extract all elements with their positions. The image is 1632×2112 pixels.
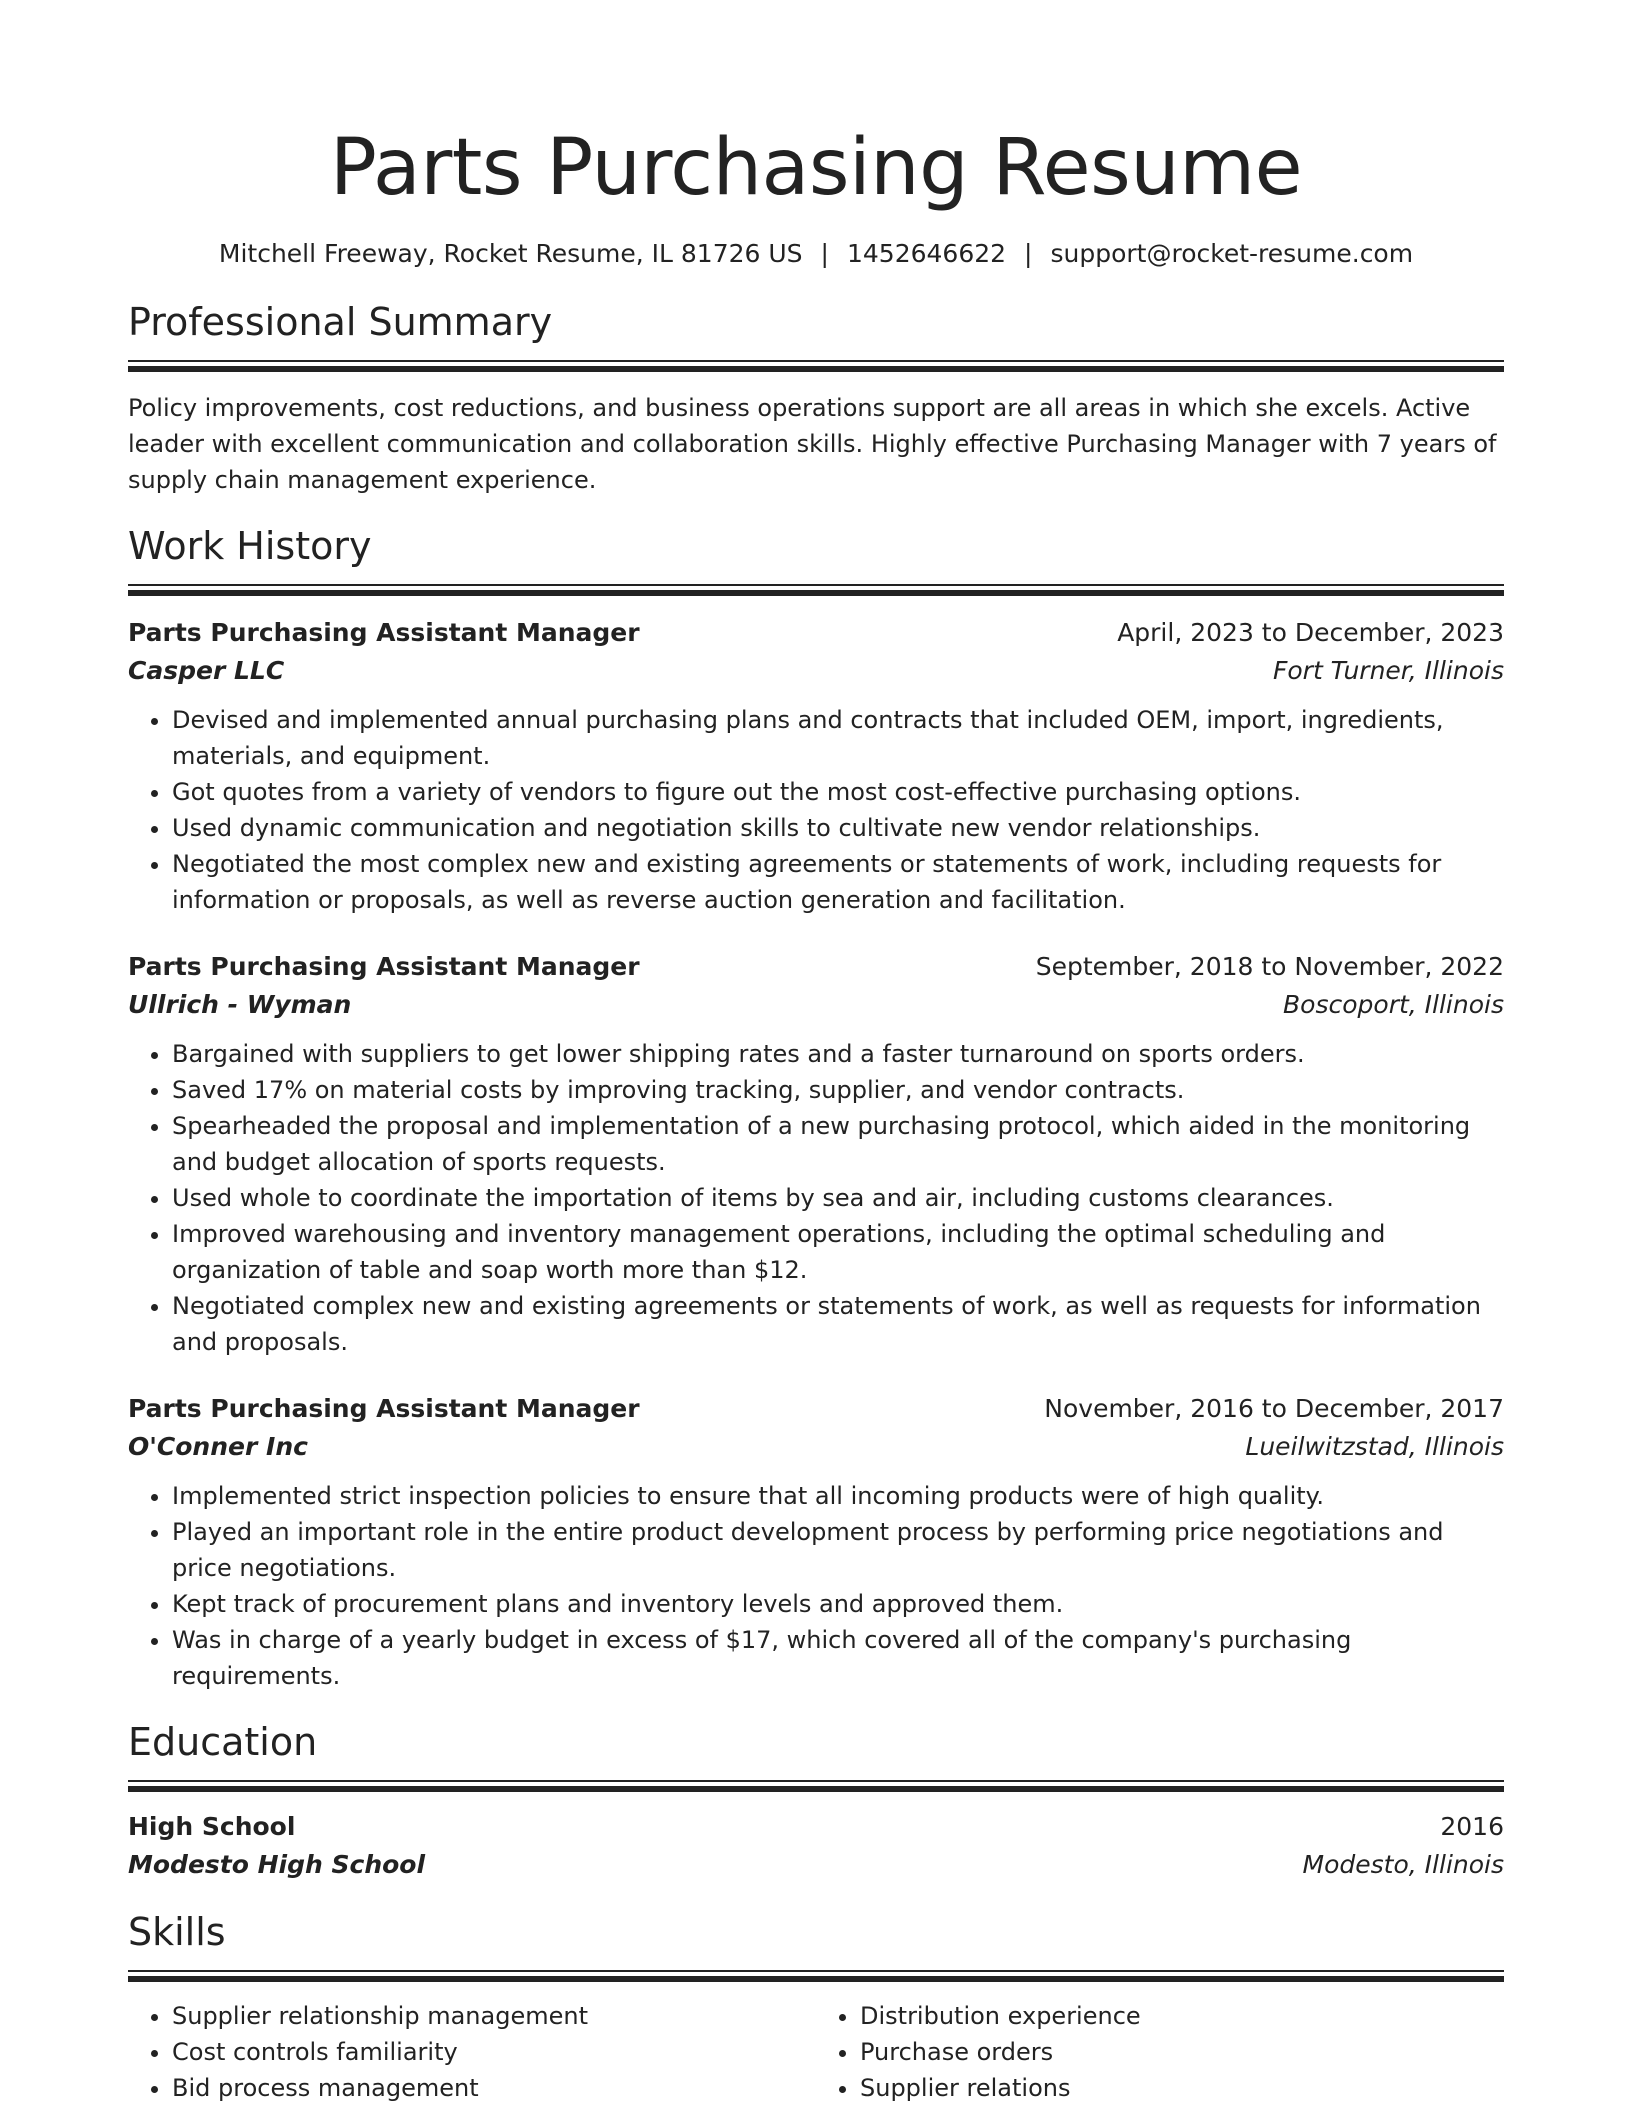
job-location: Fort Turner, Illinois	[1272, 656, 1504, 685]
education-location: Modesto, Illinois	[1302, 1850, 1504, 1879]
list-item: • Was in charge of a yearly budget in excess of $17, which covered all of the company's purchasing requirements.	[172, 1622, 1504, 1694]
list-item: • Got quotes from a variety of vendors to figure out the most cost-effective purchasing options.	[172, 774, 1504, 810]
job-entry	[128, 614, 1504, 918]
contact-separator: |	[1024, 239, 1033, 268]
job-bullets	[128, 1478, 1504, 1694]
list-item: • Implemented strict inspection policies to ensure that all incoming products were of high quality.	[172, 1478, 1504, 1514]
education-degree: High School	[128, 1812, 296, 1841]
job-bullets	[128, 702, 1504, 918]
list-item: • Used dynamic communication and negotiation skills to cultivate new vendor relationships.	[172, 810, 1504, 846]
job-header	[128, 1390, 1504, 1428]
list-item: • Used whole to coordinate the importation of items by sea and air, including customs clearances.	[172, 1180, 1504, 1216]
list-item: • Supplier relationship management	[172, 1998, 816, 2034]
contact-phone: 1452646622	[846, 239, 1007, 268]
section-divider	[128, 584, 1504, 596]
list-item: • Bargained with suppliers to get lower shipping rates and a faster turnaround on sports orders.	[172, 1036, 1504, 1072]
job-entry	[128, 1390, 1504, 1694]
job-location: Lueilwitzstad, Illinois	[1245, 1432, 1504, 1461]
list-item: • Devised and implemented annual purchasing plans and contracts that included OEM, import, ingredients, materials, and equipment.	[172, 702, 1504, 774]
skills-columns	[128, 1998, 1504, 2106]
contact-address: Mitchell Freeway, Rocket Resume, IL 81726 US	[218, 239, 803, 268]
skills-list-right	[816, 1998, 1504, 2106]
education-year: 2016	[1440, 1812, 1504, 1841]
skills-list-left	[128, 1998, 816, 2106]
contact-email: support@rocket-resume.com	[1050, 239, 1414, 268]
job-subheader	[128, 1428, 1504, 1466]
list-item: • Improved warehousing and inventory management operations, including the optimal scheduling and organization of table and soap worth more than $12.	[172, 1216, 1504, 1288]
job-bullets	[128, 1036, 1504, 1360]
skills-heading: Skills	[128, 1910, 226, 1954]
list-item: • Purchase orders	[860, 2034, 1504, 2070]
list-item: • Kept track of procurement plans and inventory levels and approved them.	[172, 1586, 1504, 1622]
work-history-heading: Work History	[128, 524, 372, 568]
job-subheader	[128, 986, 1504, 1024]
education-school: Modesto High School	[128, 1850, 426, 1879]
section-divider	[128, 1780, 1504, 1792]
job-title: Parts Purchasing Assistant Manager	[128, 618, 640, 647]
list-item: • Spearheaded the proposal and implementation of a new purchasing protocol, which aided in the monitoring and budget allocation of sports requests.	[172, 1108, 1504, 1180]
list-item: • Cost controls familiarity	[172, 2034, 816, 2070]
education-heading: Education	[128, 1720, 318, 1764]
contact-separator: |	[820, 239, 829, 268]
contact-line	[128, 238, 1504, 270]
job-dates: September, 2018 to November, 2022	[1035, 952, 1504, 981]
page-title: Parts Purchasing Resume	[329, 123, 1303, 213]
job-header	[128, 948, 1504, 986]
skills-section	[128, 1908, 1504, 2106]
job-company: O'Conner Inc	[128, 1432, 308, 1461]
job-location: Boscoport, Illinois	[1283, 990, 1504, 1019]
list-item: • Saved 17% on material costs by improving tracking, supplier, and vendor contracts.	[172, 1072, 1504, 1108]
summary-text: Policy improvements, cost reductions, and business operations support are all areas in which she excels. Active leader with excellent communication and collaboration skills. Highly effective Purchasing Manager with 7 years of supply chain management experience.	[128, 394, 1497, 494]
education-entry	[128, 1808, 1504, 1884]
job-company: Casper LLC	[128, 656, 285, 685]
job-title: Parts Purchasing Assistant Manager	[128, 952, 640, 981]
list-item: • Supplier relations	[860, 2070, 1504, 2106]
list-item: • Negotiated complex new and existing agreements or statements of work, as well as requests for information and proposals.	[172, 1288, 1504, 1360]
section-divider	[128, 360, 1504, 372]
list-item: • Negotiated the most complex new and existing agreements or statements of work, including requests for information or proposals, as well as reverse auction generation and facilitation.	[172, 846, 1504, 918]
list-item: • Distribution experience	[860, 1998, 1504, 2034]
job-title: Parts Purchasing Assistant Manager	[128, 1394, 640, 1423]
education-header	[128, 1808, 1504, 1846]
education-subheader	[128, 1846, 1504, 1884]
job-dates: November, 2016 to December, 2017	[1044, 1394, 1504, 1423]
list-item: • Played an important role in the entire product development process by performing price negotiations and price negotiations.	[172, 1514, 1504, 1586]
job-entry	[128, 948, 1504, 1360]
work-history-section	[128, 522, 1504, 1694]
job-dates: April, 2023 to December, 2023	[1117, 618, 1504, 647]
summary-heading: Professional Summary	[128, 300, 553, 344]
summary-section	[128, 298, 1504, 498]
list-item: • Bid process management	[172, 2070, 816, 2106]
job-company: Ullrich - Wyman	[128, 990, 352, 1019]
education-section	[128, 1718, 1504, 1884]
job-subheader	[128, 652, 1504, 690]
job-header	[128, 614, 1504, 652]
section-divider	[128, 1970, 1504, 1982]
